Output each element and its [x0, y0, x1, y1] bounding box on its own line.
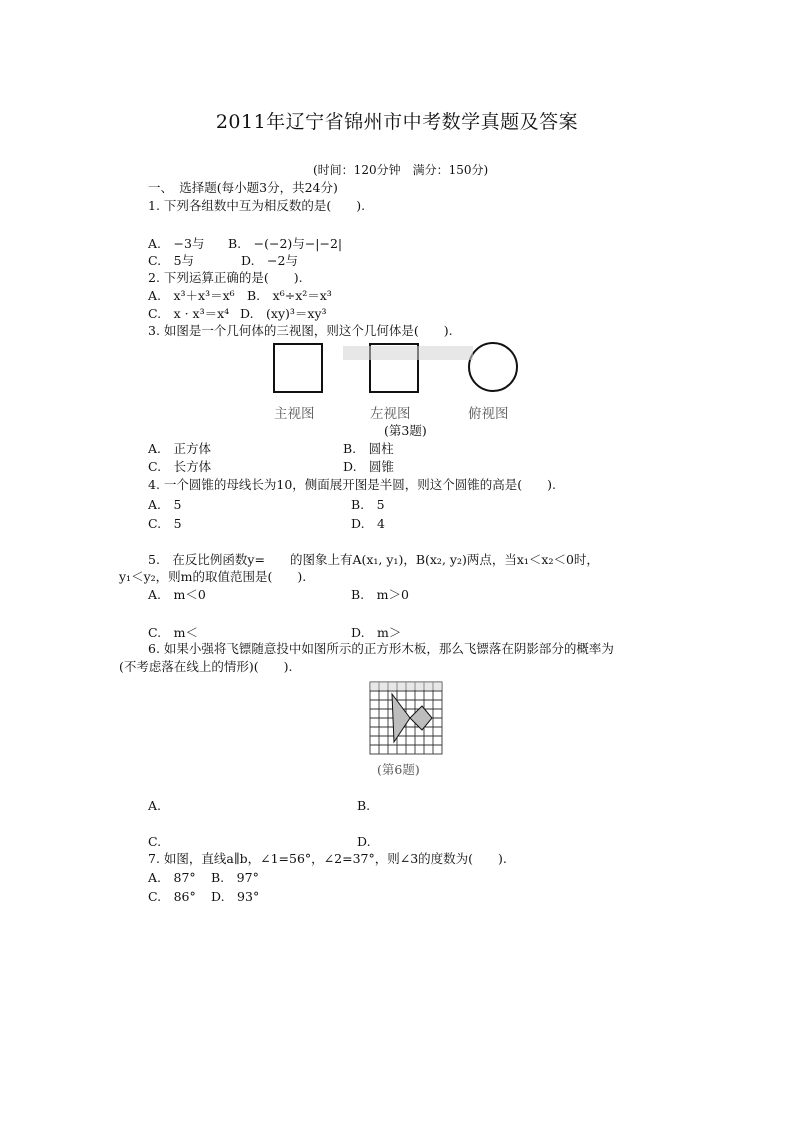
q3-option-c: C. 长方体	[148, 459, 212, 474]
q5-option-c: C. m＜	[148, 625, 198, 640]
q7-option-b: B. 97°	[211, 870, 259, 885]
q5-option-a: A. m＜0	[148, 587, 206, 602]
q6-figure-caption: (第6题)	[377, 762, 420, 777]
q5-stem-line2: y₁＜y₂，则m的取值范围是( ).	[119, 569, 307, 584]
q2-option-d: D. (xy)³＝xy³	[240, 306, 327, 321]
view-label-left: 左视图	[370, 406, 411, 422]
q1-option-b: B. −(−2)与−|−2|	[228, 236, 343, 251]
q6-option-d: D.	[357, 834, 371, 849]
q6-option-a: A.	[148, 798, 162, 813]
q2-option-c: C. x · x³＝x⁴	[148, 306, 230, 321]
q2-stem: 2. 下列运算正确的是( ).	[148, 270, 303, 285]
q6-stem-line1: 6. 如果小强将飞镖随意投中如图所示的正方形木板，那么飞镖落在阴影部分的概率为	[148, 641, 614, 656]
exam-meta: (时间：120分钟 满分：150分)	[313, 163, 489, 177]
front-view-square	[274, 344, 322, 392]
q3-option-d: D. 圆锥	[343, 459, 395, 474]
q4-option-a: A. 5	[148, 497, 182, 512]
page-title: 2011年辽宁省锦州市中考数学真题及答案	[215, 111, 579, 133]
q3-figure-caption: (第3题)	[384, 423, 427, 438]
q7-option-c: C. 86°	[148, 889, 196, 904]
section-heading: 一、 选择题(每小题3分，共24分)	[148, 180, 338, 195]
view-label-front: 主视图	[274, 406, 315, 422]
q3-stem: 3. 如图是一个几何体的三视图，则这个几何体是( ).	[148, 323, 453, 338]
q6-stem-line2: (不考虑落在线上的情形)( ).	[119, 659, 293, 674]
view-label-top: 俯视图	[468, 406, 509, 422]
top-view-circle	[469, 343, 517, 391]
dartboard-grid-figure	[368, 680, 448, 758]
q7-stem: 7. 如图，直线a∥b，∠1=56°，∠2=37°，则∠3的度数为( ).	[148, 851, 507, 866]
q7-option-a: A. 87°	[148, 870, 196, 885]
q2-option-a: A. x³＋x³＝x⁶	[148, 288, 235, 303]
q4-option-d: D. 4	[351, 516, 386, 531]
shaded-region	[392, 694, 432, 742]
three-view-figure	[265, 340, 535, 396]
q3-option-b: B. 圆柱	[343, 441, 394, 456]
q3-option-a: A. 正方体	[148, 441, 212, 456]
scan-smudge	[370, 682, 442, 690]
q6-option-c: C.	[148, 834, 162, 849]
q7-option-d: D. 93°	[211, 889, 260, 904]
q1-stem: 1. 下列各组数中互为相反数的是( ).	[148, 198, 366, 213]
q6-option-b: B.	[357, 798, 371, 813]
q4-option-c: C. 5	[148, 516, 182, 531]
q4-stem: 4. 一个圆锥的母线长为10，侧面展开图是半圆，则这个圆锥的高是( ).	[148, 477, 557, 492]
q2-option-b: B. x⁶÷x²＝x³	[247, 288, 332, 303]
q1-option-c: C. 5与	[148, 253, 195, 268]
q4-option-b: B. 5	[351, 497, 385, 512]
scan-smudge	[343, 346, 473, 360]
q5-option-b: B. m＞0	[351, 587, 409, 602]
q5-option-d: D. m＞	[351, 625, 402, 640]
q1-option-a: A. −3与	[148, 236, 205, 251]
q5-stem-line1: 5. 在反比例函数y= 的图象上有A(x₁, y₁)，B(x₂, y₂)两点，当x₁＜x₂＜0时，	[148, 552, 599, 567]
q1-option-d: D. −2与	[241, 253, 298, 268]
